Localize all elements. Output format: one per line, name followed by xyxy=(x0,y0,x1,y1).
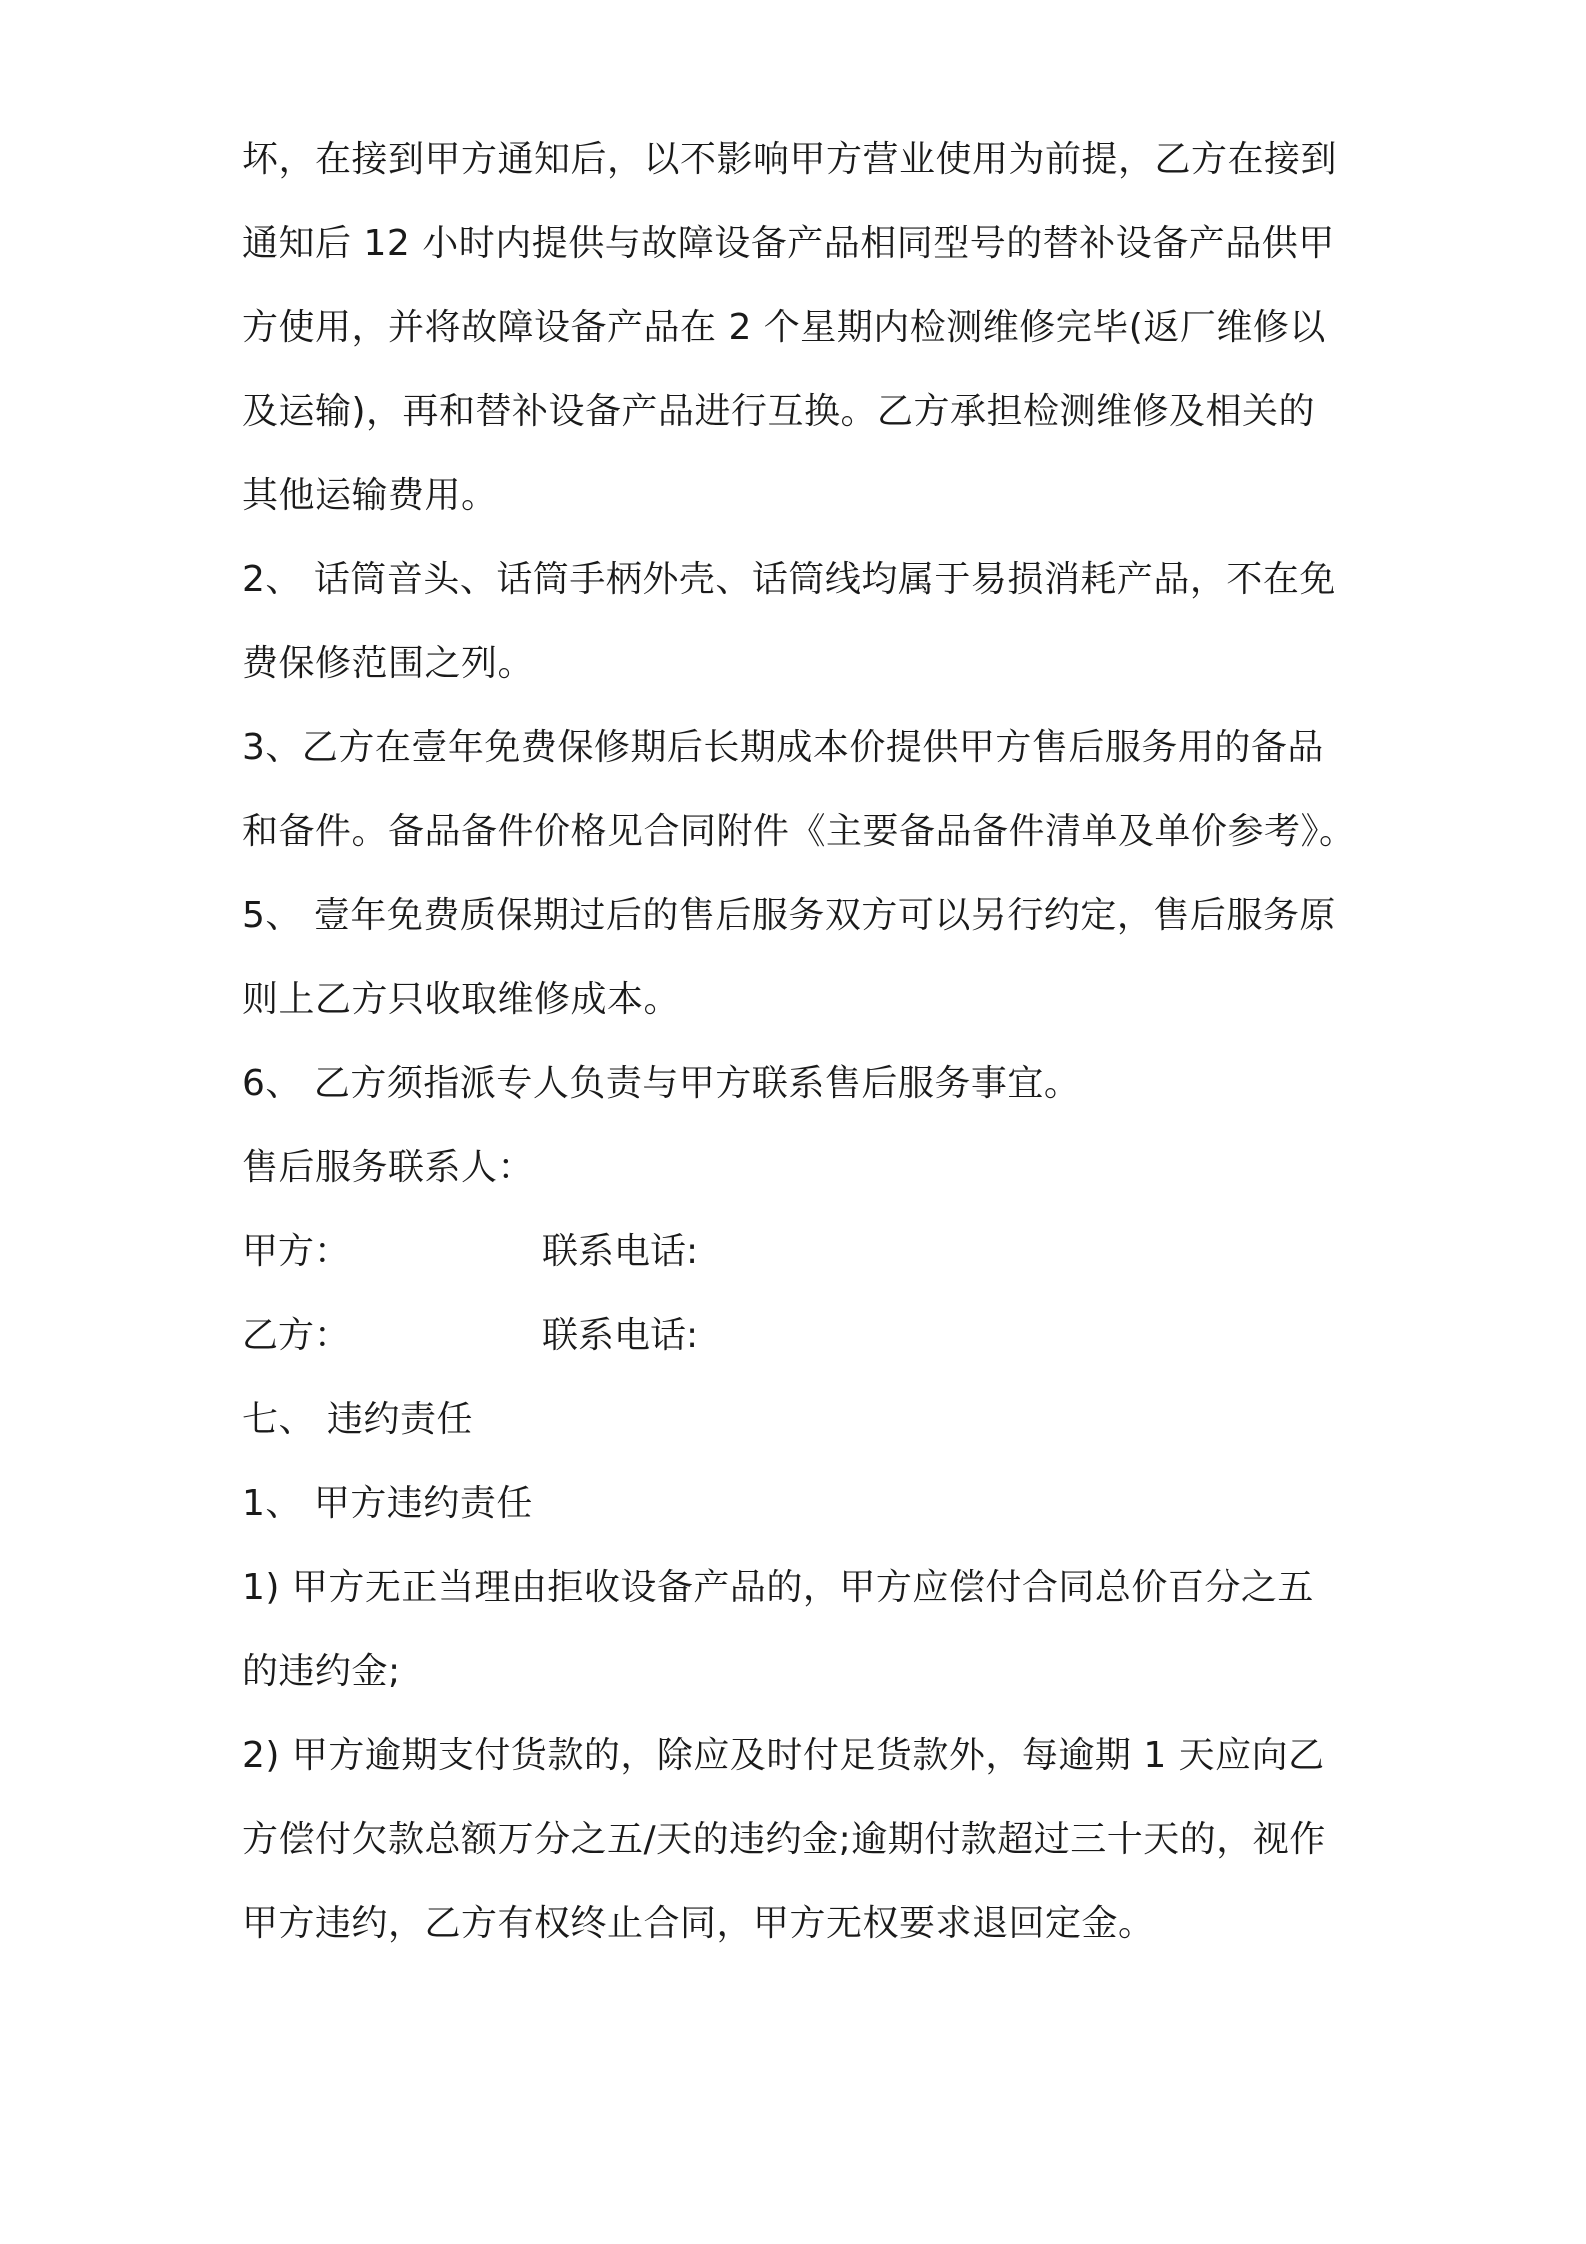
text-line: 售后服务联系人： xyxy=(242,1147,535,1188)
text-line: 及运输)，再和替补设备产品进行互换。乙方承担检测维修及相关的 xyxy=(242,391,1316,432)
text-line: 的违约金; xyxy=(242,1651,401,1692)
text-line: 6、 乙方须指派专人负责与甲方联系售后服务事宜。 xyxy=(242,1063,1081,1104)
text-line: 其他运输费用。 xyxy=(242,475,498,516)
text-line: 2、 话筒音头、话筒手柄外壳、话筒线均属于易损消耗产品，不在免 xyxy=(242,559,1336,600)
text-line: 2) 甲方逾期支付货款的，除应及时付足货款外，每逾期 1 天应向乙 xyxy=(242,1735,1325,1776)
text-line: 1) 甲方无正当理由拒收设备产品的，甲方应偿付合同总价百分之五 xyxy=(242,1567,1314,1608)
text-line: 方偿付欠款总额万分之五/天的违约金;逾期付款超过三十天的，视作 xyxy=(242,1819,1326,1860)
party-a-label: 甲方： xyxy=(242,1231,351,1272)
section-heading: 七、 违约责任 xyxy=(242,1399,473,1440)
text-line: 3、乙方在壹年免费保修期后长期成本价提供甲方售后服务用的备品 xyxy=(242,727,1324,768)
party-b-label: 乙方： xyxy=(242,1315,351,1356)
party-a-phone-label: 联系电话: xyxy=(542,1231,699,1272)
text-line: 则上乙方只收取维修成本。 xyxy=(242,979,681,1020)
text-line: 5、 壹年免费质保期过后的售后服务双方可以另行约定，售后服务原 xyxy=(242,895,1336,936)
subsection-heading: 1、 甲方违约责任 xyxy=(242,1483,533,1524)
text-line: 通知后 12 小时内提供与故障设备产品相同型号的替补设备产品供甲 xyxy=(242,223,1335,264)
text-line: 方使用，并将故障设备产品在 2 个星期内检测维修完毕(返厂维修以 xyxy=(242,307,1326,348)
text-line: 坏，在接到甲方通知后，以不影响甲方营业使用为前提，乙方在接到 xyxy=(242,139,1338,180)
party-b-phone-label: 联系电话: xyxy=(542,1315,699,1356)
text-line: 和备件。备品备件价格见合同附件《主要备品备件清单及单价参考》。 xyxy=(242,811,1356,852)
text-line: 甲方违约，乙方有权终止合同，甲方无权要求退回定金。 xyxy=(242,1903,1155,1944)
text-line: 费保修范围之列。 xyxy=(242,643,535,684)
